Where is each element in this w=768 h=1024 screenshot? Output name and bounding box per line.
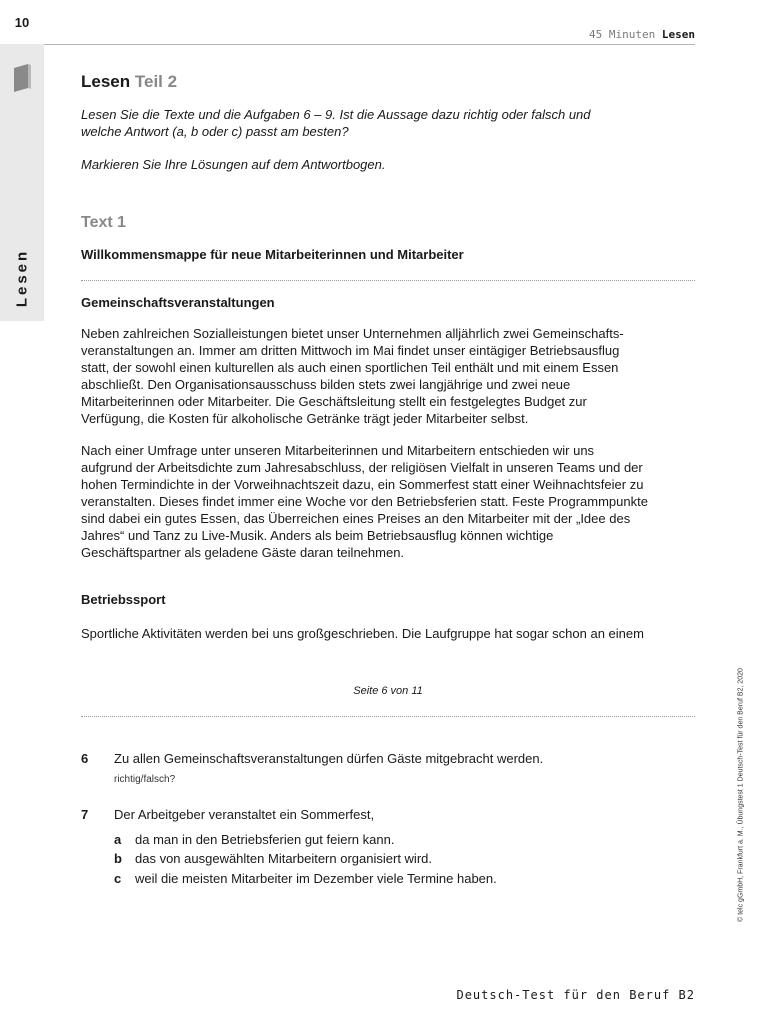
task-title-part: Teil 2 — [134, 72, 178, 91]
paragraph-line: Verfügung, die Kosten für alkoholische Getränke trägt jeder Mitarbeiter selbst. — [81, 411, 529, 426]
option-text-a: da man in den Betriebsferien gut feiern kann. — [135, 832, 395, 847]
option-letter-a: a — [114, 832, 122, 847]
paragraph-line: abschließt. Den Organisationsausschuss bilden stets zwei langjährige und zwei neue — [81, 377, 571, 392]
header-time: 45 Minuten — [589, 28, 656, 41]
copyright-notice: © telc gGmbH, Frankfurt a. M., Übungstest 1 Deutsch-Test für den Beruf B2, 2020 — [737, 668, 745, 922]
section-label-vertical: Lesen — [13, 248, 31, 308]
paragraph-line: sind dabei ein gutes Essen, das Überreichen eines Preises an den Mitarbeiter mit der „Idee des — [81, 511, 631, 526]
question-text-7: Der Arbeitgeber veranstaltet ein Sommerfest, — [114, 807, 375, 822]
section-heading-gemeinschaft: Gemeinschaftsveranstaltungen — [81, 295, 275, 310]
task-title — [81, 72, 177, 92]
option-letter-c: c — [114, 871, 122, 886]
question-number-6: 6 — [81, 751, 89, 766]
paragraph-2 — [81, 442, 695, 561]
paragraph-line: veranstalten. Dieses findet immer eine Woche vor den Betriebsferien statt. Feste Programmpunkte — [81, 494, 648, 509]
paragraph-line: statt, der sowohl einen kulturellen als auch einen sportlichen Teil enthält und mit einem Essen — [81, 360, 619, 375]
text-label: Text 1 — [81, 214, 127, 231]
header-info — [589, 28, 695, 41]
section-heading-betriebssport: Betriebssport — [81, 592, 166, 607]
paragraph-line: hohen Termindichte in der Vorweihnachtszeit dazu, ein Sommerfest statt einer Weihnachtsfeier zu — [81, 477, 644, 492]
question-text-6: Zu allen Gemeinschaftsveranstaltungen dürfen Gäste mitgebracht werden. — [114, 751, 544, 766]
divider — [81, 280, 695, 281]
option-text-c: weil die meisten Mitarbeiter im Dezember viele Termine haben. — [135, 871, 497, 886]
task-instruction-line-1: Lesen Sie die Texte und die Aufgaben 6 – 9. Ist die Aussage dazu richtig oder falsch und — [81, 107, 591, 122]
paragraph-line: Geschäftspartner als geladene Gäste daran teilnehmen. — [81, 545, 405, 560]
task-instruction-line-2: welche Antwort (a, b oder c) passt am besten? — [81, 124, 349, 139]
question-hint-6: richtig/falsch? — [114, 774, 176, 785]
header-rule — [44, 44, 695, 45]
page-indicator: Seite 6 von 11 — [353, 685, 423, 697]
paragraph-line: Nach einer Umfrage unter unseren Mitarbeiterinnen und Mitarbeitern entschieden wir uns — [81, 443, 595, 458]
paragraph-line: Mitarbeiterinnen oder Mitarbeiter. Die Geschäftsleitung stellt ein festgelegtes Budget zur — [81, 394, 587, 409]
footer-title: Deutsch-Test für den Beruf B2 — [456, 988, 695, 1002]
paragraph-line: Neben zahlreichen Sozialleistungen bietet unser Unternehmen alljährlich zwei Gemeinschafts- — [81, 326, 624, 341]
header-section: Lesen — [661, 28, 695, 41]
document-title: Willkommensmappe für neue Mitarbeiterinnen und Mitarbeiter — [81, 247, 464, 262]
question-number-7: 7 — [81, 807, 89, 822]
task-instruction-2: Markieren Sie Ihre Lösungen auf dem Antwortbogen. — [81, 157, 386, 172]
task-instruction — [81, 106, 661, 140]
paragraph-line: veranstaltungen an. Immer am dritten Mittwoch im Mai findet unser eintägiger Betriebsausflug — [81, 343, 620, 358]
paragraph-3 — [81, 625, 695, 642]
page-number: 10 — [0, 0, 44, 44]
option-text-b: das von ausgewählten Mitarbeitern organisiert wird. — [135, 851, 432, 866]
paragraph-1 — [81, 325, 695, 427]
book-icon — [12, 64, 32, 92]
paragraph-line: Jahres“ und Tanz zu Live-Musik. Anders als beim Betriebsausflug können wichtige — [81, 528, 554, 543]
task-title-main: Lesen — [81, 72, 131, 91]
option-letter-b: b — [114, 851, 122, 866]
paragraph-line: aufgrund der Arbeitsdichte zum Jahresabschluss, der religiösen Vielfalt in unseren Teams und der — [81, 460, 643, 475]
divider — [81, 716, 695, 717]
paragraph-line: Sportliche Aktivitäten werden bei uns großgeschrieben. Die Laufgruppe hat sogar schon an einem — [81, 626, 644, 641]
